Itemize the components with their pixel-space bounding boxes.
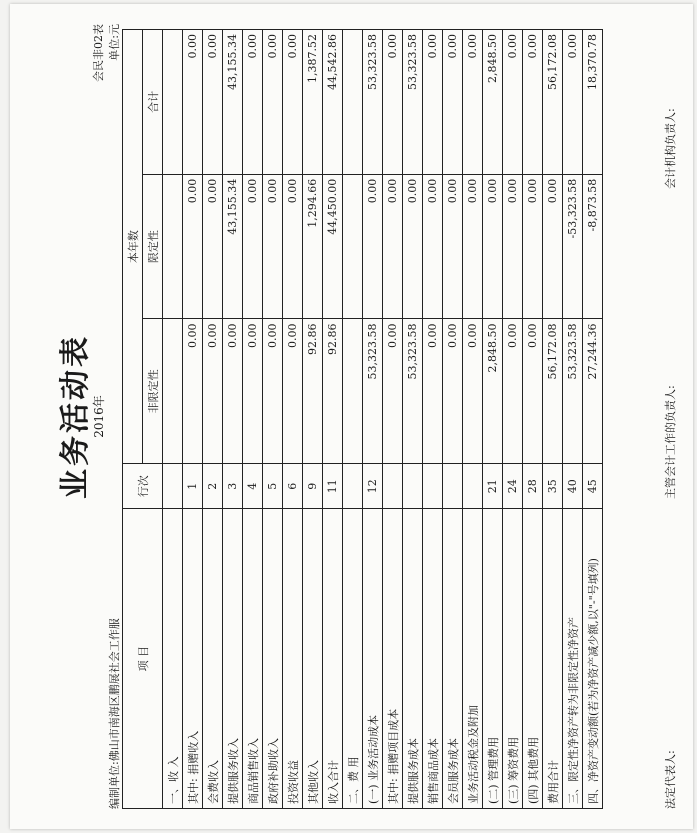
row-item: 提供服务收入 [223, 509, 243, 809]
row-unrestricted: 0.00 [443, 319, 463, 464]
row-restricted: 0.00 [503, 174, 523, 319]
table-row [443, 30, 463, 809]
row-line [163, 464, 183, 509]
table-row [503, 30, 523, 809]
row-total: 0.00 [503, 30, 523, 175]
row-restricted: 0.00 [243, 174, 263, 319]
table-row [203, 30, 223, 809]
row-restricted: 0.00 [483, 174, 503, 319]
row-unrestricted [343, 319, 363, 464]
row-restricted [343, 174, 363, 319]
row-unrestricted: 92.86 [323, 319, 343, 464]
row-total: 53,323.58 [403, 30, 423, 175]
report-year: 2016年 [92, 395, 106, 438]
table-row [323, 30, 343, 809]
row-line: 1 [183, 464, 203, 509]
table-row [343, 30, 363, 809]
row-total: 0.00 [423, 30, 443, 175]
table-row [463, 30, 483, 809]
row-line: 11 [323, 464, 343, 509]
row-item: 商品销售收入 [243, 509, 263, 809]
row-unrestricted: 53,323.58 [563, 319, 583, 464]
table-row [303, 30, 323, 809]
row-line: 5 [263, 464, 283, 509]
row-line: 21 [483, 464, 503, 509]
preparing-org: 编制单位:佛山市南海区鹏展社会工作服 [108, 618, 121, 809]
row-item: 提供服务成本 [403, 509, 423, 809]
row-restricted: 0.00 [423, 174, 443, 319]
row-line [443, 464, 463, 509]
page-title: 业务活动表 [58, 334, 93, 499]
row-unrestricted: 0.00 [463, 319, 483, 464]
row-restricted: 0.00 [283, 174, 303, 319]
row-total: 18,370.78 [583, 30, 603, 175]
row-unrestricted: 2,848.50 [483, 319, 503, 464]
table-row [403, 30, 423, 809]
chief-accountant-signature: 主管会计工作的负责人: [664, 385, 677, 499]
row-unrestricted: 0.00 [523, 319, 543, 464]
row-total: 0.00 [443, 30, 463, 175]
row-unrestricted: 27,244.36 [583, 319, 603, 464]
row-line: 4 [243, 464, 263, 509]
row-item: 销售商品成本 [423, 509, 443, 809]
table-row [283, 30, 303, 809]
row-line: 3 [223, 464, 243, 509]
row-unrestricted: 92.86 [303, 319, 323, 464]
unit-label: 单位:元 [108, 24, 121, 61]
table-row [483, 30, 503, 809]
row-unrestricted: 0.00 [423, 319, 443, 464]
row-item: (一) 业务活动成本 [363, 509, 383, 809]
row-restricted: 1,294.66 [303, 174, 323, 319]
row-unrestricted: 53,323.58 [363, 319, 383, 464]
row-total: 0.00 [523, 30, 543, 175]
row-item: 一、收 入 [163, 509, 183, 809]
row-unrestricted: 0.00 [383, 319, 403, 464]
row-line [423, 464, 443, 509]
row-restricted [163, 174, 183, 319]
table-row [423, 30, 443, 809]
rotated-form [10, 4, 693, 829]
row-unrestricted: 0.00 [183, 319, 203, 464]
row-total: 0.00 [203, 30, 223, 175]
table-row [583, 30, 603, 809]
row-restricted: -53,323.58 [563, 174, 583, 319]
row-total: 1,387.52 [303, 30, 323, 175]
row-restricted: 0.00 [443, 174, 463, 319]
row-item: 会员服务成本 [443, 509, 463, 809]
activity-table [122, 29, 603, 809]
table-row [183, 30, 203, 809]
table-body [163, 30, 603, 809]
row-unrestricted: 0.00 [283, 319, 303, 464]
row-item: 收入合计 [323, 509, 343, 809]
row-line [403, 464, 423, 509]
table-row [523, 30, 543, 809]
row-total [163, 30, 183, 175]
row-unrestricted: 0.00 [503, 319, 523, 464]
table-row [223, 30, 243, 809]
row-restricted: 0.00 [463, 174, 483, 319]
row-line: 45 [583, 464, 603, 509]
table-row [383, 30, 403, 809]
row-line [343, 464, 363, 509]
row-item: (三) 筹资费用 [503, 509, 523, 809]
row-restricted: 0.00 [203, 174, 223, 319]
row-unrestricted: 53,323.58 [403, 319, 423, 464]
row-item: (四) 其他费用 [523, 509, 543, 809]
row-total: 0.00 [183, 30, 203, 175]
table-row [163, 30, 183, 809]
row-restricted: -8,873.58 [583, 174, 603, 319]
row-item: 会费收入 [203, 509, 223, 809]
row-restricted: 44,450.00 [323, 174, 343, 319]
row-total: 56,172.08 [543, 30, 563, 175]
row-line: 9 [303, 464, 323, 509]
row-line: 2 [203, 464, 223, 509]
row-total: 0.00 [383, 30, 403, 175]
row-unrestricted: 0.00 [263, 319, 283, 464]
row-total: 0.00 [563, 30, 583, 175]
row-total: 0.00 [243, 30, 263, 175]
row-restricted: 0.00 [383, 174, 403, 319]
row-restricted: 0.00 [523, 174, 543, 319]
row-line: 35 [543, 464, 563, 509]
row-item: 三、限定性净资产转为非限定性净资产 [563, 509, 583, 809]
accounting-head-signature: 会计机构负责人: [664, 108, 677, 189]
row-item: 其中: 捐赠收入 [183, 509, 203, 809]
row-line: 12 [363, 464, 383, 509]
row-total: 43,155.34 [223, 30, 243, 175]
table-row [363, 30, 383, 809]
col-line-header: 行次 [123, 464, 163, 509]
row-line [463, 464, 483, 509]
row-restricted: 43,155.34 [223, 174, 243, 319]
row-unrestricted: 0.00 [223, 319, 243, 464]
table-row [243, 30, 263, 809]
table-row [563, 30, 583, 809]
scanned-page [10, 4, 693, 829]
legal-rep-signature: 法定代表人: [664, 750, 677, 809]
row-unrestricted: 0.00 [243, 319, 263, 464]
row-line: 40 [563, 464, 583, 509]
row-line [383, 464, 403, 509]
row-item: 二、费 用 [343, 509, 363, 809]
col-period-header: 本年数 [123, 30, 143, 464]
row-unrestricted [163, 319, 183, 464]
row-restricted: 0.00 [403, 174, 423, 319]
row-total [343, 30, 363, 175]
col-item-header: 项 目 [123, 509, 163, 809]
row-total: 0.00 [283, 30, 303, 175]
row-total: 0.00 [263, 30, 283, 175]
row-item: (二) 管理费用 [483, 509, 503, 809]
form-code: 会民非02表 [92, 24, 105, 82]
row-restricted: 0.00 [183, 174, 203, 319]
row-item: 其他收入 [303, 509, 323, 809]
row-total: 44,542.86 [323, 30, 343, 175]
row-restricted: 0.00 [543, 174, 563, 319]
row-item: 费用合计 [543, 509, 563, 809]
col-unrestricted-header: 非限定性 [143, 319, 163, 464]
row-line: 28 [523, 464, 543, 509]
table-row [543, 30, 563, 809]
row-restricted: 0.00 [263, 174, 283, 319]
row-item: 业务活动税金及附加 [463, 509, 483, 809]
row-item: 其中: 捐赠项目成本 [383, 509, 403, 809]
table-row [263, 30, 283, 809]
col-total-header: 合计 [143, 30, 163, 175]
col-restricted-header: 限定性 [143, 174, 163, 319]
row-total: 0.00 [463, 30, 483, 175]
row-line: 24 [503, 464, 523, 509]
row-unrestricted: 56,172.08 [543, 319, 563, 464]
row-total: 53,323.58 [363, 30, 383, 175]
row-line: 6 [283, 464, 303, 509]
row-item: 投资收益 [283, 509, 303, 809]
row-unrestricted: 0.00 [203, 319, 223, 464]
row-restricted: 0.00 [363, 174, 383, 319]
row-item: 政府补助收入 [263, 509, 283, 809]
row-total: 2,848.50 [483, 30, 503, 175]
row-item: 四、净资产变动额(若为净资产减少额,以"-"号填列) [583, 509, 603, 809]
